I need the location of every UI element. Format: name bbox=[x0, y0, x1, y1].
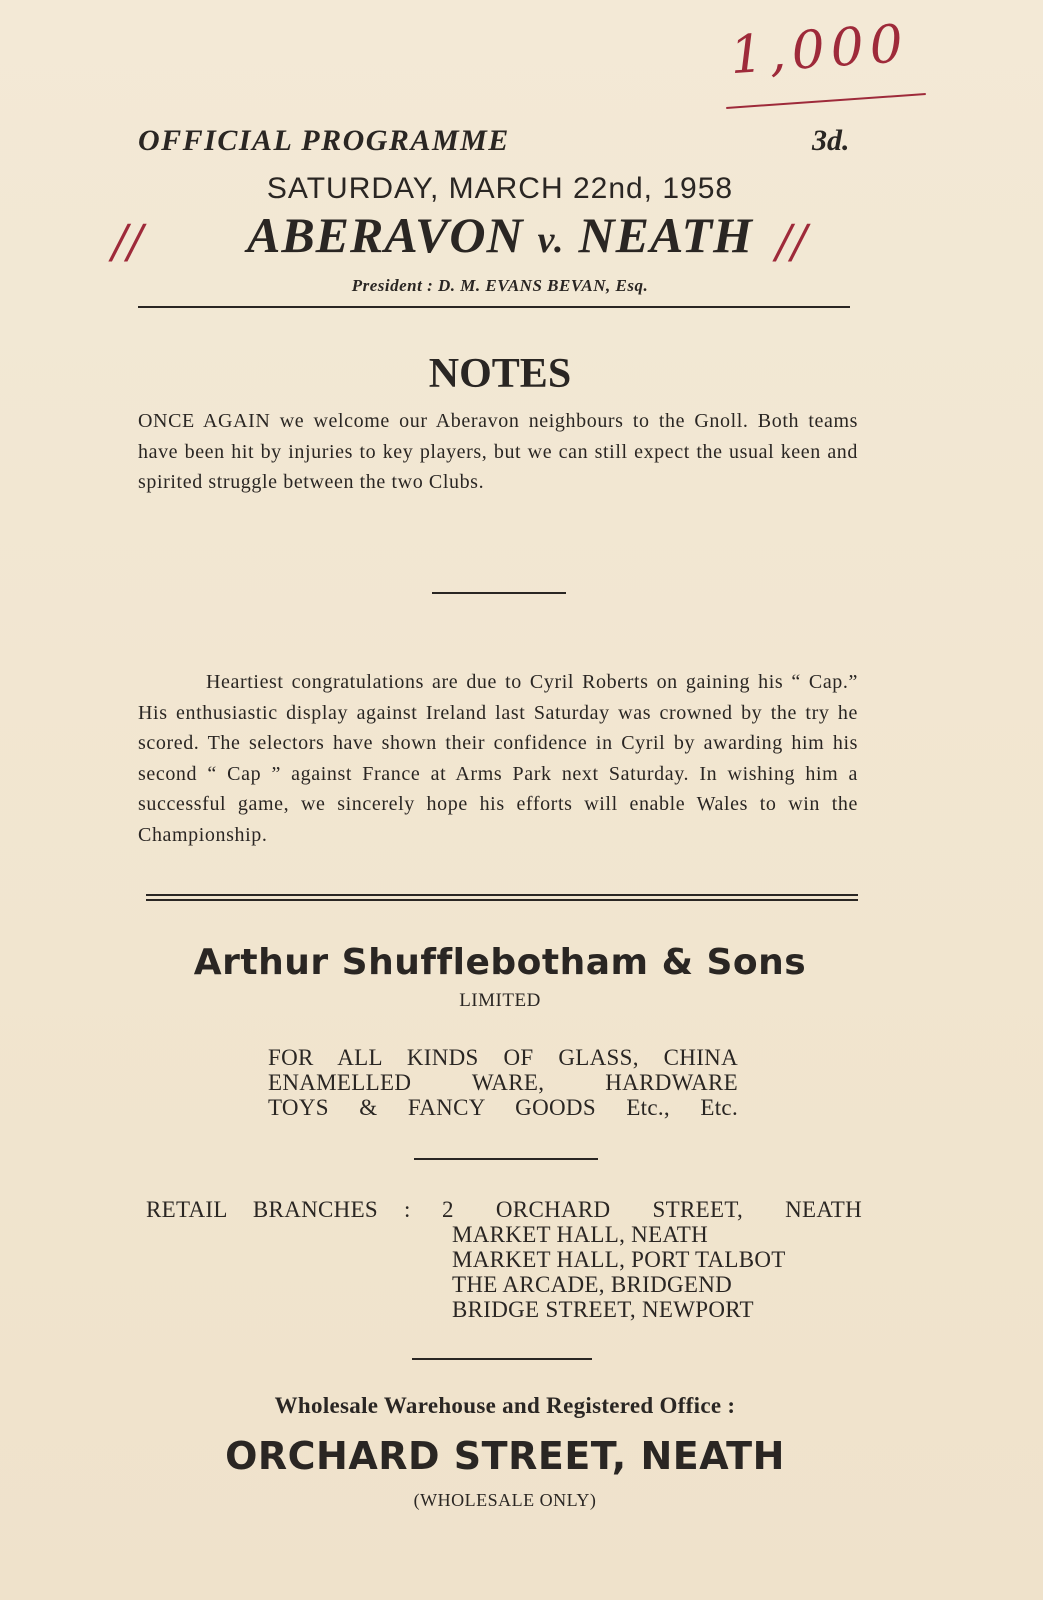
office-address: ORCHARD STREET, NEATH bbox=[225, 1434, 785, 1478]
advert-divider-bottom bbox=[146, 899, 858, 901]
notes-divider bbox=[432, 592, 566, 594]
goods-line: TOYS & FANCY GOODS Etc., Etc. bbox=[268, 1095, 738, 1120]
branches-divider bbox=[412, 1358, 592, 1360]
branch-address: MARKET HALL, PORT TALBOT bbox=[452, 1247, 786, 1272]
advert-divider-top bbox=[146, 894, 858, 896]
advertiser-name: Arthur Shufflebotham & Sons bbox=[193, 942, 807, 983]
branches-label: RETAIL BRANCHES : bbox=[146, 1197, 411, 1222]
handwritten-underline bbox=[726, 93, 926, 109]
handwritten-number: 1,000 bbox=[728, 13, 911, 87]
notes-title: NOTES bbox=[428, 351, 572, 397]
header-divider bbox=[138, 306, 850, 308]
branch-address: THE ARCADE, BRIDGEND bbox=[452, 1272, 733, 1297]
branch-address: BRIDGE STREET, NEWPORT bbox=[452, 1297, 754, 1322]
handwritten-slash-left: // bbox=[112, 214, 143, 268]
home-team: ABERAVON bbox=[246, 207, 524, 263]
branch-address: MARKET HALL, NEATH bbox=[452, 1222, 709, 1247]
goods-line: FOR ALL KINDS OF GLASS, CHINA bbox=[268, 1045, 738, 1070]
match-date: SATURDAY, MARCH 22nd, 1958 bbox=[266, 172, 734, 205]
match-title bbox=[0, 206, 1000, 264]
branch-address: 2 ORCHARD STREET, NEATH bbox=[442, 1197, 862, 1222]
notes-paragraph-1: ONCE AGAIN we welcome our Aberavon neighbours to the Gnoll. Both teams have been hit by injuries to key players, but we can still expect the usual keen and spirited struggle between the two Clubs. bbox=[138, 410, 858, 493]
away-team: NEATH bbox=[578, 207, 754, 263]
programme-price: 3d. bbox=[812, 124, 850, 157]
office-note: (WHOLESALE ONLY) bbox=[413, 1490, 597, 1510]
versus: v. bbox=[537, 219, 565, 261]
advertiser-suffix: LIMITED bbox=[459, 990, 541, 1011]
goods-line: ENAMELLED WARE, HARDWARE bbox=[268, 1070, 738, 1095]
goods-divider bbox=[414, 1158, 598, 1160]
goods-list bbox=[268, 1045, 738, 1120]
office-label: Wholesale Warehouse and Registered Office : bbox=[274, 1393, 736, 1418]
notes-paragraph-2: Heartiest congratulations are due to Cyril Roberts on gaining his “ Cap.” His enthusiastic display against Ireland last Saturday was crowned by the try he scored. The selectors have shown their confidence in Cyril by awarding him his second “ Cap ” against France at Arms Park next Saturday. In wishing him a successful game, we sincerely hope his efforts will enable Wales to win the Championship. bbox=[138, 671, 858, 846]
branches-list bbox=[442, 1197, 862, 1322]
handwritten-slash-right: // bbox=[776, 214, 807, 268]
club-president: President : D. M. EVANS BEVAN, Esq. bbox=[351, 276, 649, 295]
programme-label: OFFICIAL PROGRAMME bbox=[138, 124, 510, 157]
